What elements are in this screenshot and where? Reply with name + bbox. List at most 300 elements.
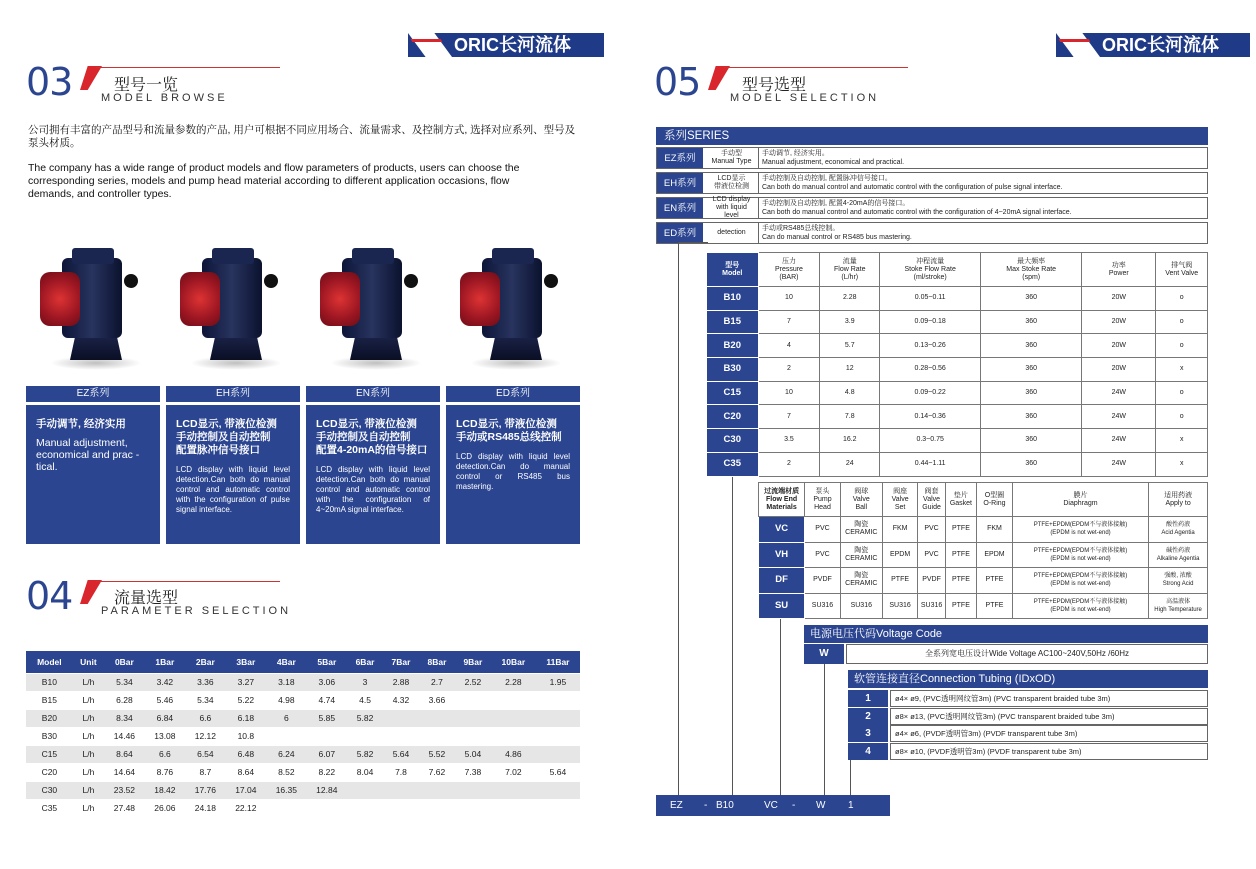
table-cell: 4.98 [266, 691, 306, 709]
table-cell [536, 799, 580, 817]
material-table [758, 482, 1208, 619]
header-line: 阀套 [924, 487, 939, 495]
material-header-cell [1149, 483, 1208, 517]
model-cell: B15 [707, 310, 759, 334]
cell-line: 陶瓷 [854, 546, 869, 554]
series-code: ED系列 [657, 223, 703, 243]
material-cell [918, 517, 945, 543]
table-cell: 6.6 [185, 709, 225, 727]
table-cell [347, 799, 383, 817]
table-row [26, 727, 580, 745]
table-cell: 3.36 [185, 673, 225, 691]
table-cell: L/h [73, 745, 104, 763]
desc-line: LCD显示, 带液位检测 [316, 418, 417, 430]
model-cell: 3.5 [758, 429, 820, 453]
pump-part [350, 336, 402, 360]
series-row [656, 172, 1208, 194]
model-cell: 0.44~1.11 [880, 452, 981, 476]
type-line: level [724, 212, 739, 219]
tubing-desc: ø8× ø13, (PVC透明网纹管3m) (PVC transparent braided tube 3m) [890, 708, 1208, 725]
header-line: 适用药液 [1164, 491, 1193, 499]
series-label: EN系列 [306, 386, 440, 402]
table-row [26, 673, 580, 691]
cell-line: High Temperature [1154, 606, 1202, 613]
header-line: Pressure [774, 265, 803, 273]
table-cell: 23.52 [104, 781, 144, 799]
model-row [707, 287, 1208, 311]
table-cell: 6.54 [185, 745, 225, 763]
header-line: Stoke Flow Rate [904, 265, 956, 273]
example-part: - [704, 800, 708, 811]
header-line: 功率 [1111, 261, 1126, 269]
table-cell: 8.64 [226, 763, 266, 781]
header-line: (ml/stroke) [913, 273, 947, 281]
header-line: 冲程流量 [916, 257, 945, 265]
table-cell: 14.64 [104, 763, 144, 781]
series-label: ED系列 [446, 386, 580, 402]
model-cell: C35 [707, 452, 759, 476]
model-cell: x [1156, 429, 1208, 453]
model-header-cell [707, 253, 759, 287]
series-type-text [714, 175, 749, 191]
pump-part [124, 274, 138, 288]
material-code: DF [759, 568, 805, 594]
table-cell: 6.84 [145, 709, 185, 727]
section-subtitle: MODEL BROWSE [101, 92, 228, 104]
model-cell: 4.8 [820, 381, 880, 405]
series-desc-zh [456, 418, 570, 444]
desc-line: 配置脉冲信号接口 [176, 444, 260, 456]
header-line: 排气阀 [1171, 261, 1193, 269]
cell-line: PTFE [951, 550, 970, 558]
table-cell [307, 799, 347, 817]
model-cell: 360 [981, 381, 1082, 405]
model-cell: o [1156, 310, 1208, 334]
model-cell: 2 [758, 452, 820, 476]
table-cell: L/h [73, 727, 104, 745]
model-header-cell [820, 253, 880, 287]
model-cell: B30 [707, 358, 759, 382]
section-mark-icon [80, 580, 102, 604]
table-cell: C20 [26, 763, 73, 781]
table-cell: 5.04 [455, 745, 491, 763]
table-cell: 5.82 [347, 745, 383, 763]
pump-part [70, 336, 122, 360]
material-cell [945, 542, 976, 568]
series-label: EZ系列 [26, 386, 160, 402]
pump-image [306, 228, 434, 378]
example-part: VC [764, 800, 778, 811]
cell-line: EPDM [889, 550, 911, 558]
pump-part [352, 248, 394, 264]
section-number: 05 [654, 60, 701, 104]
series-header: 系列SERIES [656, 127, 1208, 145]
table-cell: 8.04 [347, 763, 383, 781]
type-line: LCD显示 [717, 175, 746, 182]
cell-line: PTFE [951, 525, 970, 533]
cell-line: SU316 [889, 601, 911, 609]
model-cell: x [1156, 452, 1208, 476]
material-row [759, 593, 1208, 619]
table-row [26, 799, 580, 817]
table-cell [491, 709, 536, 727]
cell-line: PTFE [891, 576, 910, 584]
column-header: 4Bar [266, 651, 306, 673]
model-cell: 2.28 [820, 287, 880, 311]
table-cell: 4.32 [383, 691, 419, 709]
material-cell [977, 568, 1013, 594]
table-cell: 8.52 [266, 763, 306, 781]
model-cell: o [1156, 381, 1208, 405]
material-cell [918, 542, 945, 568]
material-cell [840, 517, 882, 543]
cell-line: PTFE [985, 576, 1004, 584]
cell-line: 碱性药液 [1166, 547, 1191, 554]
voltage-header: 电源电压代码Voltage Code [804, 625, 1208, 643]
column-header: 5Bar [307, 651, 347, 673]
table-cell: L/h [73, 691, 104, 709]
series-desc-zh [36, 418, 150, 431]
table-cell [491, 799, 536, 817]
table-row [26, 781, 580, 799]
model-cell: 24W [1082, 405, 1156, 429]
example-code-bar [656, 795, 890, 816]
series-desc-zh [316, 418, 430, 457]
material-header-cell [805, 483, 841, 517]
table-cell: L/h [73, 781, 104, 799]
header-line: Power [1108, 269, 1129, 277]
connector-line [678, 242, 708, 243]
model-cell: o [1156, 287, 1208, 311]
series-desc-zh [176, 418, 290, 457]
material-header-cell [977, 483, 1013, 517]
model-cell: 20W [1082, 287, 1156, 311]
table-cell: 3.27 [226, 673, 266, 691]
table-cell: 2.28 [491, 673, 536, 691]
model-row [707, 429, 1208, 453]
cell-line: (EPDM is not wet-end) [1050, 555, 1111, 562]
example-part: - [792, 800, 796, 811]
series-code: EZ系列 [657, 148, 703, 168]
pump-part [544, 274, 558, 288]
model-cell: 12 [820, 358, 880, 382]
table-cell: 3.66 [419, 691, 455, 709]
pump-part [320, 272, 360, 326]
header-line: (spm) [1022, 273, 1041, 281]
table-cell: 3.42 [145, 673, 185, 691]
table-cell: 3.18 [266, 673, 306, 691]
material-cell [840, 542, 882, 568]
model-cell: B20 [707, 334, 759, 358]
connector-line [850, 760, 851, 795]
table-cell [455, 799, 491, 817]
table-cell: 3.06 [307, 673, 347, 691]
material-cell [882, 568, 918, 594]
table-cell: 2.88 [383, 673, 419, 691]
material-cell [805, 517, 841, 543]
desc-line: 手动或RS485总线控制 [456, 431, 562, 443]
desc-line: 手动或RS485总线控制。 [762, 225, 840, 232]
section-rule [96, 67, 280, 68]
flow-table [26, 651, 580, 818]
model-cell: 24W [1082, 452, 1156, 476]
cell-line: PVC [924, 525, 939, 533]
model-cell: 2 [758, 358, 820, 382]
material-cell [918, 568, 945, 594]
table-cell [536, 709, 580, 727]
table-cell: 12.12 [185, 727, 225, 745]
section-mark-icon [80, 66, 102, 90]
table-cell: B15 [26, 691, 73, 709]
series-desc-en: LCD display with liquid level detection.Can both do manual control and automatic control with the configuration of pulse signal interface. [176, 465, 290, 514]
tubing-code: 2 [848, 708, 888, 725]
table-row [26, 745, 580, 763]
desc-line: LCD显示, 带液位检测 [176, 418, 277, 430]
example-part: W [816, 800, 826, 811]
table-cell: 18.42 [145, 781, 185, 799]
tubing-code: 1 [848, 690, 888, 707]
section-mark-icon [708, 66, 730, 90]
section-subtitle: MODEL SELECTION [730, 92, 880, 104]
series-description [306, 405, 440, 544]
model-cell: 20W [1082, 334, 1156, 358]
table-cell: 5.64 [536, 763, 580, 781]
cell-line: (EPDM is not wet-end) [1050, 530, 1111, 537]
model-cell: 360 [981, 287, 1082, 311]
table-cell: B30 [26, 727, 73, 745]
cell-line: Strong Acid [1162, 581, 1194, 588]
cell-line: (EPDM is not wet-end) [1050, 606, 1111, 613]
tubing-desc: ø4× ø9, (PVC透明网纹管3m) (PVC transparent braided tube 3m) [890, 690, 1208, 707]
model-header-cell [1082, 253, 1156, 287]
section-title: 型号一览 [114, 77, 179, 94]
type-line: LCD display [712, 196, 751, 203]
header-line: Valve [891, 495, 909, 503]
series-type [705, 198, 759, 218]
pump-part [492, 248, 534, 264]
table-cell [383, 781, 419, 799]
column-header: 2Bar [185, 651, 225, 673]
model-cell: 0.3~0.75 [880, 429, 981, 453]
cell-line: PTFE+EPDM(EPDM不与液体接触) [1033, 522, 1128, 529]
model-row [707, 452, 1208, 476]
column-header: 6Bar [347, 651, 383, 673]
series-code: EN系列 [657, 198, 703, 218]
section-subtitle: PARAMETER SELECTION [101, 605, 292, 617]
material-cell [1012, 517, 1148, 543]
material-cell [1149, 517, 1208, 543]
table-row [26, 763, 580, 781]
header-line: 型号 [725, 261, 740, 269]
model-header-cell [758, 253, 820, 287]
cell-line: PVC [815, 525, 830, 533]
table-cell: 7.02 [491, 763, 536, 781]
cell-line: PTFE [951, 576, 970, 584]
section-title: 流量选型 [114, 590, 179, 607]
series-description [446, 405, 580, 544]
desc-line: 手动调节, 经济实用。 [762, 150, 829, 157]
header-line: 阀球 [854, 487, 869, 495]
table-cell: 6.28 [104, 691, 144, 709]
example-part: 1 [848, 800, 854, 811]
table-cell: L/h [73, 799, 104, 817]
header-line: (BAR) [779, 273, 799, 281]
connector-line [732, 474, 733, 795]
cell-line: PTFE [951, 601, 970, 609]
model-header-cell [981, 253, 1082, 287]
desc-line: 手动控制及自动控制, 配置4-20mA的信号接口。 [762, 200, 910, 207]
model-cell: 0.13~0.26 [880, 334, 981, 358]
column-header: Model [26, 651, 73, 673]
material-header-cell [759, 483, 805, 517]
series-description [166, 405, 300, 544]
cell-line: PTFE+EPDM(EPDM不与液体接触) [1033, 573, 1128, 580]
desc-line: 手动控制及自动控制 [316, 431, 411, 443]
model-header-row [707, 253, 1208, 287]
intro-zh: 公司拥有丰富的产品型号和流量参数的产品, 用户可根据不同应用场合、流量需求、及控制方式, 选择对应系列、型号及泵头材质。 [28, 124, 576, 149]
table-cell: 5.82 [347, 709, 383, 727]
header-line: O-Ring [983, 499, 1006, 507]
table-cell: 5.85 [307, 709, 347, 727]
material-cell [840, 568, 882, 594]
header-line: (L/hr) [841, 273, 859, 281]
desc-line: 手动控制及自动控制 [176, 431, 271, 443]
table-cell [266, 799, 306, 817]
intro-en: The company has a wide range of product models and flow parameters of products, users can choose the corresponding series, models and pump head material according to different application occasions, flow demands, and controller types. [28, 162, 520, 200]
table-cell [491, 781, 536, 799]
example-part: B10 [716, 800, 734, 811]
table-cell: 7.38 [455, 763, 491, 781]
model-cell: o [1156, 405, 1208, 429]
series-type [705, 148, 759, 168]
model-table [706, 252, 1208, 477]
table-cell: 7.8 [383, 763, 419, 781]
tubing-header: 软管连接直径Connection Tubing (IDxOD) [848, 670, 1208, 688]
model-cell: B10 [707, 287, 759, 311]
table-cell [455, 691, 491, 709]
header-line: 阀座 [893, 487, 908, 495]
header-line: Flow End [766, 495, 798, 503]
header-line: Valve [852, 495, 870, 503]
header-line: Materials [766, 503, 797, 511]
model-cell: 0.05~0.11 [880, 287, 981, 311]
table-cell [383, 709, 419, 727]
model-row [707, 381, 1208, 405]
voltage-desc: 全系列宽电压设计Wide Voltage AC100~240V,50Hz /60Hz [846, 644, 1208, 664]
desc-line: Can do manual control or RS485 bus mastering. [762, 234, 912, 241]
table-cell: 26.06 [145, 799, 185, 817]
model-cell: 0.09~0.22 [880, 381, 981, 405]
material-code: VC [759, 517, 805, 543]
brand-logo: ORIC长河流体 [1056, 33, 1250, 57]
type-line: with liquid [716, 204, 747, 211]
cell-line: EPDM [984, 550, 1005, 558]
material-cell [1012, 568, 1148, 594]
material-cell [977, 542, 1013, 568]
connector-line [678, 242, 679, 795]
table-cell [419, 799, 455, 817]
table-cell [491, 727, 536, 745]
material-row [759, 542, 1208, 568]
cell-line: Alkaline Agentia [1156, 555, 1200, 562]
series-desc [762, 224, 1207, 242]
table-cell: 3 [347, 673, 383, 691]
header-line: Gasket [949, 499, 973, 507]
material-row [759, 517, 1208, 543]
material-cell [945, 593, 976, 619]
table-cell: 24.18 [185, 799, 225, 817]
header-line: 流量 [842, 257, 857, 265]
pump-part [264, 274, 278, 288]
voltage-code: W [804, 644, 844, 664]
material-cell [977, 517, 1013, 543]
cell-line: FKM [892, 525, 908, 533]
cell-line: SU316 [850, 601, 872, 609]
model-cell: 0.09~0.18 [880, 310, 981, 334]
header-line: 泵头 [815, 487, 830, 495]
material-cell [918, 593, 945, 619]
table-cell [383, 727, 419, 745]
cell-line: PTFE [985, 601, 1004, 609]
header-line: 最大频率 [1017, 257, 1046, 265]
table-cell: 6.48 [226, 745, 266, 763]
table-cell: 6 [266, 709, 306, 727]
model-row [707, 358, 1208, 382]
pump-part [490, 336, 542, 360]
model-header-cell [880, 253, 981, 287]
pump-part [210, 336, 262, 360]
table-cell: 5.64 [383, 745, 419, 763]
model-row [707, 310, 1208, 334]
cell-line: SU316 [920, 601, 943, 609]
cell-line: Acid Agentia [1161, 530, 1195, 537]
table-cell [419, 727, 455, 745]
header-line: Set [894, 503, 906, 511]
type-line: 手动型 [720, 150, 742, 157]
series-desc-en: Manual adjustment, economical and prac - tical. [36, 437, 140, 473]
table-cell: 4.86 [491, 745, 536, 763]
column-header: Unit [73, 651, 104, 673]
material-cell [945, 517, 976, 543]
pump-part [180, 272, 220, 326]
material-cell [1149, 568, 1208, 594]
model-cell: 0.14~0.36 [880, 405, 981, 429]
series-row [656, 197, 1208, 219]
material-cell [977, 593, 1013, 619]
cell-line: 酸性药液 [1166, 522, 1191, 529]
desc-line: Can both do manual control and automatic control with the configuration of 4~20mA signal interface. [762, 209, 1072, 216]
model-cell: 360 [981, 358, 1082, 382]
desc-line: Manual adjustment, economical and practical. [762, 159, 905, 166]
material-cell [1149, 593, 1208, 619]
header-line: Pump [813, 495, 832, 503]
header-line: Flow Rate [834, 265, 866, 273]
cell-line: 高温液体 [1166, 598, 1191, 605]
table-cell: C35 [26, 799, 73, 817]
material-cell [840, 593, 882, 619]
table-cell: L/h [73, 673, 104, 691]
table-cell: 27.48 [104, 799, 144, 817]
column-header: 0Bar [104, 651, 144, 673]
cell-line: PVDF [922, 576, 941, 584]
tubing-code: 4 [848, 743, 888, 760]
material-cell [882, 517, 918, 543]
table-cell: 13.08 [145, 727, 185, 745]
pump-part [460, 272, 500, 326]
model-cell: x [1156, 358, 1208, 382]
model-row [707, 405, 1208, 429]
table-cell: 8.7 [185, 763, 225, 781]
